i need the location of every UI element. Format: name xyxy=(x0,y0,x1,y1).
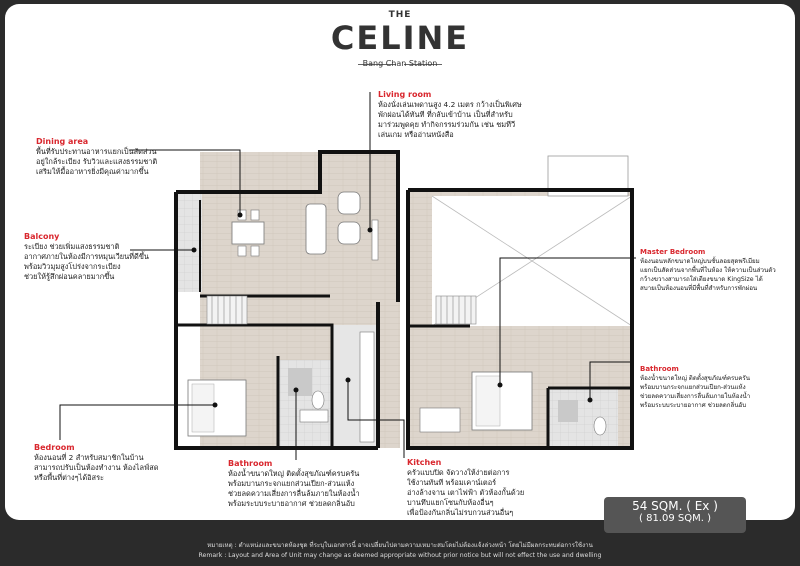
balcony-title: Balcony xyxy=(24,232,60,241)
callout-bathroom-lower xyxy=(228,459,408,509)
callout-bedroom xyxy=(34,443,214,483)
bedroom-desc: ห้องนอนที่ 2 สำหรับสมาชิกในบ้าน สามารถปรับเป็นห้องทำงาน ห้องไลฟ์สด หรือพื้นที่ต่างๆได้อิสระ xyxy=(34,453,159,482)
brand-logo: CELINE xyxy=(330,19,470,57)
balcony-desc: ระเบียง ช่วยเพิ่มแสงธรรมชาติ อากาศภายในห้องมีการหมุนเวียนที่ดีขึ้น พร้อมวิวมุมสูงโปร่งจากระเบียง ช่วยให้รู้สึกผ่อนคลายมากขึ้น xyxy=(24,242,149,281)
bathroom-lower-desc: ห้องน้ำขนาดใหญ่ ติดตั้งสุขภัณฑ์ครบครัน พร้อมบานกระจกแยกส่วนเปียก-ส่วนแห้ง ช่วยลดความเสี่ยงการลื่นล้มภายในห้องน้ำ พร้อมระบบระบายอากาศ ช่วยลดกลิ่นอับ xyxy=(228,469,360,508)
living-desc: ห้องนั่งเล่นเพดานสูง 4.2 เมตร กว้างเป็นพิเศษ พักผ่อนได้ทันที ที่กลับเข้าบ้าน เป็นที่สำหรับ มาร่วมพูดคุย ทำกิจกรรมร่วมกัน เช่น ชมทีวี เล่นเกม หรืออ่านหนังสือ xyxy=(378,100,522,139)
master-desc: ห้องนอนหลักขนาดใหญ่บนชั้นลอยสุดพรีเมียม แยกเป็นสัดส่วนจากพื้นที่ในห้อง ให้ความเป็นส่วนตัว กว้างขวางสามารถใส่เตียงขนาด KingSize ได้ สบายเป็นห้องนอนที่มีพื้นที่สำหรับการพักผ่อน xyxy=(640,258,776,292)
mezzanine-plan xyxy=(408,156,634,448)
dining-title: Dining area xyxy=(36,137,89,146)
bathroom-upper-title: Bathroom xyxy=(640,365,679,373)
kitchen-title: Kitchen xyxy=(407,458,442,467)
dining-desc: พื้นที่รับประทานอาหารแยกเป็นสัดส่วน อยู่ใกล้ระเบียง รับวิวและแสงธรรมชาติ เสริมให้มื้ออาหารยิ่งมีคุณค่ามากขึ้น xyxy=(36,147,158,176)
bathroom-upper-desc: ห้องน้ำขนาดใหญ่ ติดตั้งสุขภัณฑ์ครบครัน พร้อมบานกระจกแยกส่วนเปียก-ส่วนแห้ง ช่วยลดความเสี่ยงการลื่นล้มภายในห้องน้ำ พร้อมระบบระบายอากาศ ช่วยลดกลิ่นอับ xyxy=(640,375,751,409)
callout-living xyxy=(378,90,598,140)
living-title: Living room xyxy=(378,90,432,99)
area-main: 54 SQM. ( Ex ) xyxy=(632,499,718,513)
callout-bathroom-upper xyxy=(640,365,790,410)
callout-dining xyxy=(36,137,216,177)
area-sub: ( 81.09 SQM. ) xyxy=(639,513,711,524)
bedroom-title: Bedroom xyxy=(34,443,75,452)
master-title: Master Bedroom xyxy=(640,248,706,256)
remark-thai: หมายเหตุ : ตำแหน่งและขนาดห้องชุด ที่ระบุในเอกสารนี้ อาจเปลี่ยนไปตามความเหมาะสมโดยไม่ต้องแจ้งล่วงหน้า โดยไม่มีผลกระทบต่อการใช้งาน xyxy=(207,542,593,549)
callout-balcony xyxy=(24,232,204,282)
callout-kitchen xyxy=(407,458,587,518)
brand-subtitle: Bang Chan Station xyxy=(362,59,438,68)
brand-the: THE xyxy=(388,10,412,20)
lower-floor-plan xyxy=(176,152,400,448)
bathroom-lower-title: Bathroom xyxy=(228,459,273,468)
kitchen-desc: ครัวแบบปิด จัดวางให้ง่ายต่อการ ใช้งานทันที พร้อมเคาน์เตอร์ อ่างล้างจาน เตาไฟฟ้า ตัวห้องกั้นด้วย บานทึบแยกโซนกับห้องอื่นๆ เพื่อป้องกันกลิ่นไม่รบกวนส่วนอื่นๆ xyxy=(407,468,525,517)
area-badge xyxy=(604,497,746,533)
remark-english: Remark : Layout and Area of Unit may change as deemed appropriate without prior notice but will not effect the use and dwelling xyxy=(198,552,602,559)
callout-master-bedroom xyxy=(640,248,790,293)
